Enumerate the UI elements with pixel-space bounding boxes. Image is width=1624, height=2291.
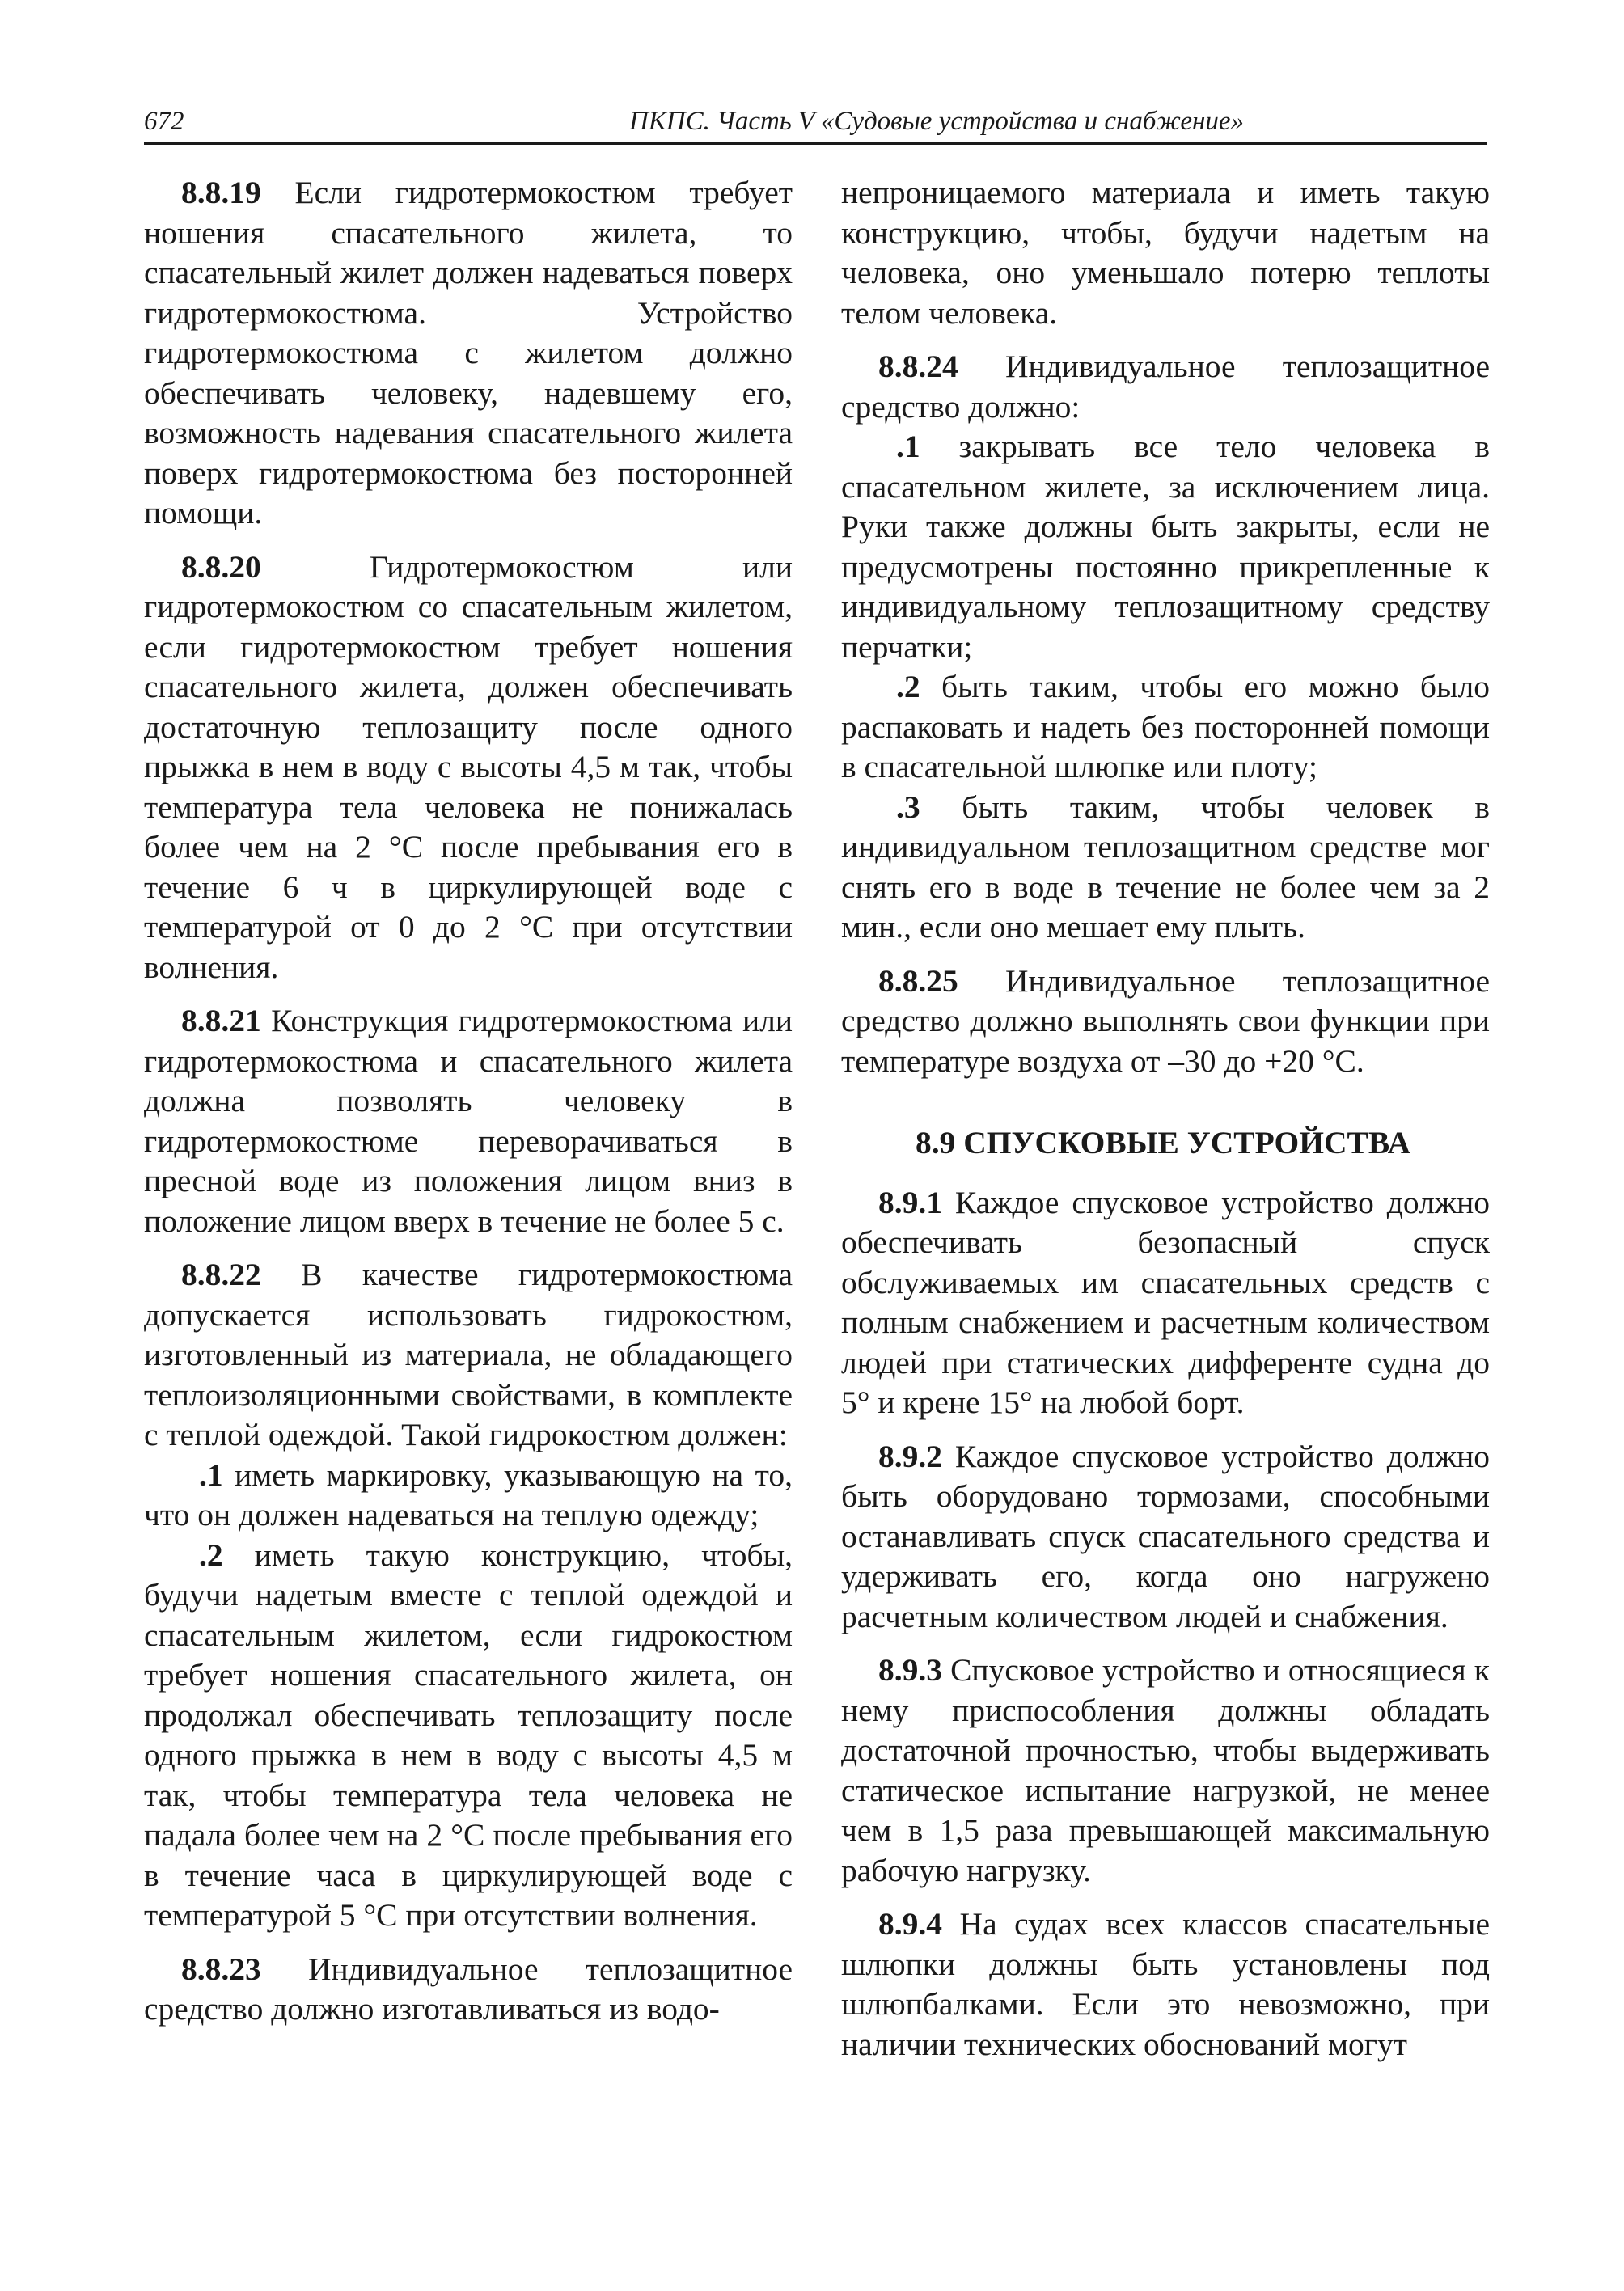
clause-number: 8.8.25 [878,962,958,999]
running-header [144,104,1487,145]
clause-number: 8.8.22 [181,1257,261,1292]
item-text: иметь такую конструкцию, чтобы, будучи надетым вместе с теплой одеждой и спасательным жилетом, если гидрокостюм требует ношения спасательного жилета, он продолжал обеспечивать теплозащиту после одного прыжка в нем в воду с высоты 4,5 м так, чтобы температура тела человека не падала более чем на 2 °С после пребывания его в течение часа в циркулирующей воде с температурой 5 °С при отсутствии волнения. [144,1536,793,1933]
item-text: закрывать все тело человека в спасательном жилете, за исключением лица. Руки также должны быть закрыты, если не предусмотрены постоянно прикрепленные к индивидуальному теплозащитному средству перчатки; [841,429,1490,665]
paragraph-text: Если гидротермокостюм требует ношения спасательного жилета, то спасательный жилет должен надеваться поверх гидротермокостюма. Устройство гидротермокостюма с жилетом должно обеспечивать человеку, надевшему его, возможность надевания спасательного жилета поверх гидротермокостюма без посторонней помощи. [144,175,793,530]
paragraph-text: Спусковое устройство и относящиеся к нему приспособления должны обладать достаточной прочностью, чтобы выдерживать статическое испытание нагрузкой, не менее чем в 1,5 раза превышающей максимальную рабочую нагрузку. [841,1652,1490,1888]
paragraph-text: Индивидуальное теплозащитное средство должно изготавливаться из водо- [144,1951,793,2027]
clause-number: 8.8.19 [181,175,261,210]
clause-number: 8.8.21 [181,1003,261,1038]
paragraph-8-8-22 [144,1255,793,1456]
paragraph-8-8-21 [144,1001,793,1241]
clause-number: 8.8.23 [181,1951,261,1987]
clause-number: 8.9.2 [878,1438,942,1474]
paragraph-text: Конструкция гидротермокостюма или гидротермокостюма и спасательного жилета должна позволять человеку в гидротермокостюме переворачиваться в пресной воде из положения лицом вниз в положение лицом вверх в течение не более 5 с. [144,1003,793,1239]
item-text: быть таким, чтобы человек в индивидуальном теплозащитном средстве мог снять его в воде в течение не более чем за 2 мин., если оно мешает ему плыть. [841,788,1490,945]
item-text: быть таким, чтобы его можно было распаковать и надеть без посторонней помощи в спасательной шлюпке или плоту; [841,669,1490,784]
item-number: .1 [199,1456,223,1493]
left-column [144,173,793,2044]
item-text: иметь маркировку, указывающую на то, что он должен надеваться на теплую одежду; [144,1456,793,1532]
paragraph-8-8-24 [841,347,1490,427]
list-item [144,1456,793,1536]
paragraph-8-8-23-continued: непроницаемого материала и иметь такую конструкцию, чтобы, будучи надетым на человека, оно уменьшало потерю теплоты телом человека. [841,175,1490,331]
paragraph-8-8-25 [841,962,1490,1082]
list-item [144,1536,793,1936]
item-number: .2 [896,669,920,704]
paragraph-8-8-19 [144,173,793,534]
clause-number: 8.8.24 [878,349,958,384]
item-number: .3 [896,788,920,825]
page-number: 672 [144,107,184,136]
item-number: .1 [896,429,920,464]
paragraph-text: Каждое спусковое устройство должно обеспечивать безопасный спуск обслуживаемых им спасательных средств с полным снабжением и расчетным количеством людей при статических дифференте судна до 5° и крене 15° на любой борт. [841,1184,1490,1420]
clause-number: 8.9.1 [878,1184,942,1220]
paragraph-text: Гидротермокостюм или гидротермокостюм со спасательным жилетом, если гидротермокостюм требует ношения спасательного жилета, должен обеспечивать достаточную теплозащиту после одного прыжка в нем в воду с высоты 4,5 м так, чтобы температура тела человека не понижалась более чем на 2 °С после пребывания его в течение 6 ч в циркулирующей воде с температурой от 0 до 2 °С при отсутствии волнения. [144,548,793,985]
paragraph-8-9-1 [841,1183,1490,1423]
paragraph-text: Индивидуальное теплозащитное средство должно: [841,349,1490,425]
paragraph-8-8-23 [144,1950,793,2030]
paragraph-text: В качестве гидротермокостюма допускается использовать гидрокостюм, изготовленный из материала, не обладающего теплоизоляционными свойствами, в комплекте с теплой одеждой. Такой гидрокостюм должен: [144,1257,793,1452]
clause-number: 8.8.20 [181,548,261,585]
running-title: ПКПС. Часть V «Судовые устройства и снабжение» [629,107,1245,136]
paragraph-8-9-4 [841,1904,1490,2065]
list-item [841,667,1490,788]
paragraph-text: Каждое спусковое устройство должно быть оборудовано тормозами, способными останавливать спуск спасательного средства и удерживать его, когда оно нагружено расчетным количеством людей и снабжения. [841,1438,1490,1634]
paragraph-8-9-3 [841,1651,1490,1891]
clause-number: 8.9.4 [878,1906,942,1942]
item-number: .2 [199,1536,223,1573]
paragraph-8-9-2 [841,1437,1490,1638]
right-column [841,173,1490,2078]
paragraph-text: Индивидуальное теплозащитное средство должно выполнять свои функции при температуре воздуха от –30 до +20 °С. [841,962,1490,1079]
paragraph-8-8-20 [144,547,793,988]
list-item [841,427,1490,667]
clause-number: 8.9.3 [878,1652,942,1688]
section-heading-8-9: 8.9 СПУСКОВЫЕ УСТРОЙСТВА [916,1125,1411,1160]
paragraph-text: На судах всех классов спасательные шлюпки должны быть установлены под шлюпбалками. Если это невозможно, при наличии технических обоснований могут [841,1906,1490,2062]
list-item [841,788,1490,948]
